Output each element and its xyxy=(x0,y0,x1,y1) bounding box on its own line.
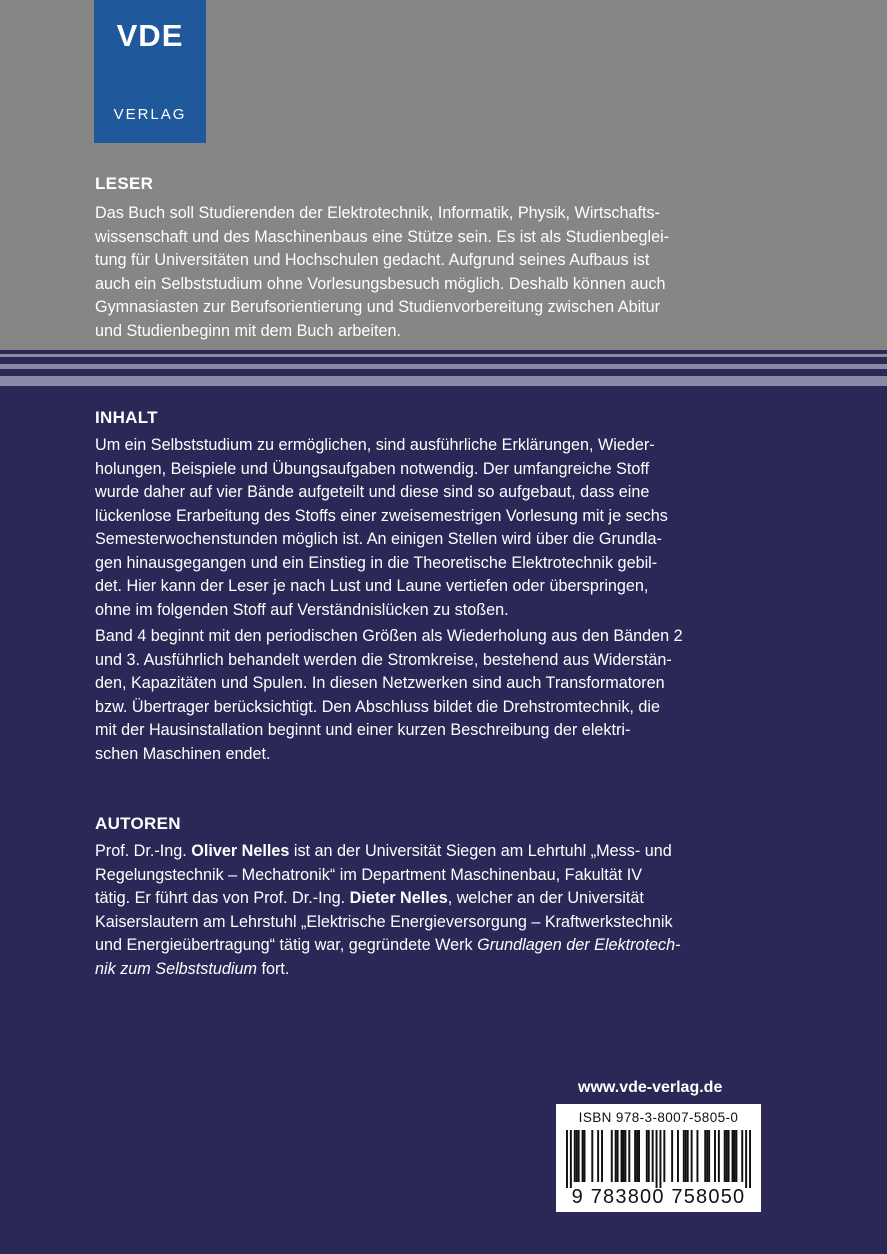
barcode-bar xyxy=(659,1130,661,1188)
barcode-bar xyxy=(732,1130,734,1182)
inhalt-line: gen hinausgegangen und ein Einstieg in die Theoretische Elektrotechnik gebil- xyxy=(95,553,658,572)
barcode-bar xyxy=(728,1130,730,1182)
barcode-bar xyxy=(638,1130,640,1182)
autoren-paragraph xyxy=(95,840,765,981)
autoren-line: Kaiserslautern am Lehrstuhl „Elektrische Energieversorgung – Kraftwerkstechnik xyxy=(95,912,673,931)
inhalt-line: Semesterwochenstunden möglich ist. An einigen Stellen wird über die Grundla- xyxy=(95,530,662,548)
barcode-bar xyxy=(691,1130,693,1182)
leser-line: wissenschaft und des Maschinenbaus eine Stütze sein. Es ist als Studienbeglei- xyxy=(95,227,670,246)
barcode-bar xyxy=(706,1130,708,1182)
barcode-bar xyxy=(597,1130,599,1182)
barcode-bar xyxy=(671,1130,673,1182)
isbn-barcode xyxy=(556,1104,761,1212)
autoren-line: Regelungstechnik – Mechatronik“ im Department Maschinenbau, Fakultät IV xyxy=(95,865,643,884)
divider-stripe xyxy=(0,376,887,386)
autoren-text: , welcher an der Universität xyxy=(447,889,644,907)
barcode-bar xyxy=(735,1130,737,1182)
leser-line: tung für Universitäten und Hochschulen gedacht. Aufgrund seines Aufbaus ist xyxy=(95,251,650,269)
barcode-bar xyxy=(685,1130,687,1182)
inhalt-line: schen Maschinen endet. xyxy=(95,744,271,763)
autoren-line xyxy=(95,934,765,958)
inhalt-line: den, Kapazitäten und Spulen. In diesen Netzwerken sind auch Transformatoren xyxy=(95,674,665,692)
inhalt-paragraph-2 xyxy=(95,625,765,766)
barcode-bar xyxy=(733,1130,735,1182)
barcode-bar xyxy=(601,1130,603,1182)
barcode-bar xyxy=(687,1130,689,1182)
barcode-bar xyxy=(656,1130,658,1188)
inhalt-line: und 3. Ausführlich behandelt werden die Stromkreise, bestehend aus Widerstän- xyxy=(95,650,672,669)
barcode-bar xyxy=(652,1130,654,1182)
autoren-line xyxy=(95,958,765,982)
isbn-label: ISBN 978-3-8007-5805-0 xyxy=(578,1110,739,1125)
inhalt-heading: INHALT xyxy=(95,408,158,427)
inhalt-line: lückenlose Erarbeitung des Stoffs einer zweisemestrigen Vorlesung mit je sechs xyxy=(95,506,668,525)
barcode-bar xyxy=(663,1130,665,1182)
barcode-bars xyxy=(566,1130,751,1188)
barcode-bar xyxy=(634,1130,636,1182)
leser-line: Gymnasiasten zur Berufsorientierung und Studienvorbereitung zwischen Abitur xyxy=(95,298,661,316)
barcode-bar xyxy=(718,1130,720,1182)
logo-verlag-text: VERLAG xyxy=(113,106,187,123)
publisher-logo xyxy=(94,0,206,143)
autoren-heading: AUTOREN xyxy=(95,814,181,833)
inhalt-line: mit der Hausinstallation beginnt und einer kurzen Beschreibung der elektri- xyxy=(95,721,631,739)
barcode-bar xyxy=(648,1130,650,1182)
leser-line: auch ein Selbststudium ohne Vorlesungsbesuch möglich. Deshalb können auch xyxy=(95,274,666,293)
barcode-bar xyxy=(624,1130,626,1182)
barcode-bar xyxy=(628,1130,630,1182)
barcode-bar xyxy=(617,1130,619,1182)
inhalt-line: det. Hier kann der Leser je nach Lust und Laune vertiefen oder überspringen, xyxy=(95,577,649,595)
barcode-bar xyxy=(724,1130,726,1182)
inhalt-line: holungen, Beispiele und Übungsaufgaben notwendig. Der umfangreiche Stoff xyxy=(95,459,650,478)
logo-vde-text: VDE xyxy=(116,18,184,53)
author-name-dieter: Dieter Nelles xyxy=(349,889,448,907)
barcode-bar xyxy=(576,1130,578,1182)
barcode-bar xyxy=(741,1130,743,1182)
barcode-bar xyxy=(683,1130,685,1182)
barcode-bar xyxy=(704,1130,706,1182)
barcode-bar xyxy=(714,1130,716,1182)
autoren-text: und Energieübertragung“ tätig war, gegründete Werk xyxy=(95,936,478,954)
leser-paragraph xyxy=(95,202,765,343)
barcode-bar xyxy=(574,1130,576,1182)
website-url: www.vde-verlag.de xyxy=(578,1079,723,1096)
autoren-text: tätig. Er führt das von Prof. Dr.-Ing. xyxy=(95,889,350,907)
inhalt-line: Band 4 beginnt mit den periodischen Größen als Wiederholung aus den Bänden 2 xyxy=(95,627,683,645)
book-title-italic: Grundlagen der Elektrotech- xyxy=(477,936,681,954)
inhalt-line: bzw. Übertrager berücksichtigt. Den Abschluss bildet die Drehstromtechnik, die xyxy=(95,697,661,716)
barcode-bar xyxy=(745,1130,747,1188)
barcode-bar xyxy=(566,1130,568,1188)
barcode-bar xyxy=(696,1130,698,1182)
barcode-bar xyxy=(591,1130,593,1182)
autoren-text: fort. xyxy=(256,959,290,978)
leser-line: Das Buch soll Studierenden der Elektrotechnik, Informatik, Physik, Wirtschafts- xyxy=(95,204,660,222)
autoren-line xyxy=(95,840,765,864)
barcode-bar xyxy=(584,1130,586,1182)
inhalt-line: wurde daher auf vier Bände aufgeteilt und diese sind so aufgebaut, dass eine xyxy=(95,483,650,501)
barcode-bar xyxy=(570,1130,572,1188)
barcode-bar xyxy=(621,1130,623,1182)
barcode-bar xyxy=(646,1130,648,1182)
barcode-bar xyxy=(708,1130,710,1182)
autoren-line xyxy=(95,887,765,911)
autoren-text: Prof. Dr.-Ing. xyxy=(95,842,192,860)
barcode-bar xyxy=(622,1130,624,1182)
barcode-bar xyxy=(615,1130,617,1182)
divider-stripe xyxy=(0,369,887,376)
barcode-digits: 9 783800 758050 xyxy=(571,1186,746,1208)
autoren-text: ist an der Universität Siegen am Lehrtuhl „Mess- und xyxy=(289,842,672,860)
barcode-bar xyxy=(611,1130,613,1182)
inhalt-line: Um ein Selbststudium zu ermöglichen, sind ausführliche Erklärungen, Wieder- xyxy=(95,436,655,454)
leser-heading: LESER xyxy=(95,174,154,193)
leser-line: und Studienbeginn mit dem Buch arbeiten. xyxy=(95,321,401,340)
barcode-bar xyxy=(578,1130,580,1182)
divider-stripe xyxy=(0,357,887,364)
inhalt-paragraph-1 xyxy=(95,434,765,622)
book-title-italic: nik zum Selbststudium xyxy=(95,959,257,978)
author-name-oliver: Oliver Nelles xyxy=(191,842,290,860)
inhalt-line: ohne im folgenden Stoff auf Verständnislücken zu stoßen. xyxy=(95,600,509,619)
barcode-bar xyxy=(726,1130,728,1182)
barcode-bar xyxy=(677,1130,679,1182)
barcode-bar xyxy=(749,1130,751,1188)
barcode-bar xyxy=(582,1130,584,1182)
barcode-bar xyxy=(636,1130,638,1182)
